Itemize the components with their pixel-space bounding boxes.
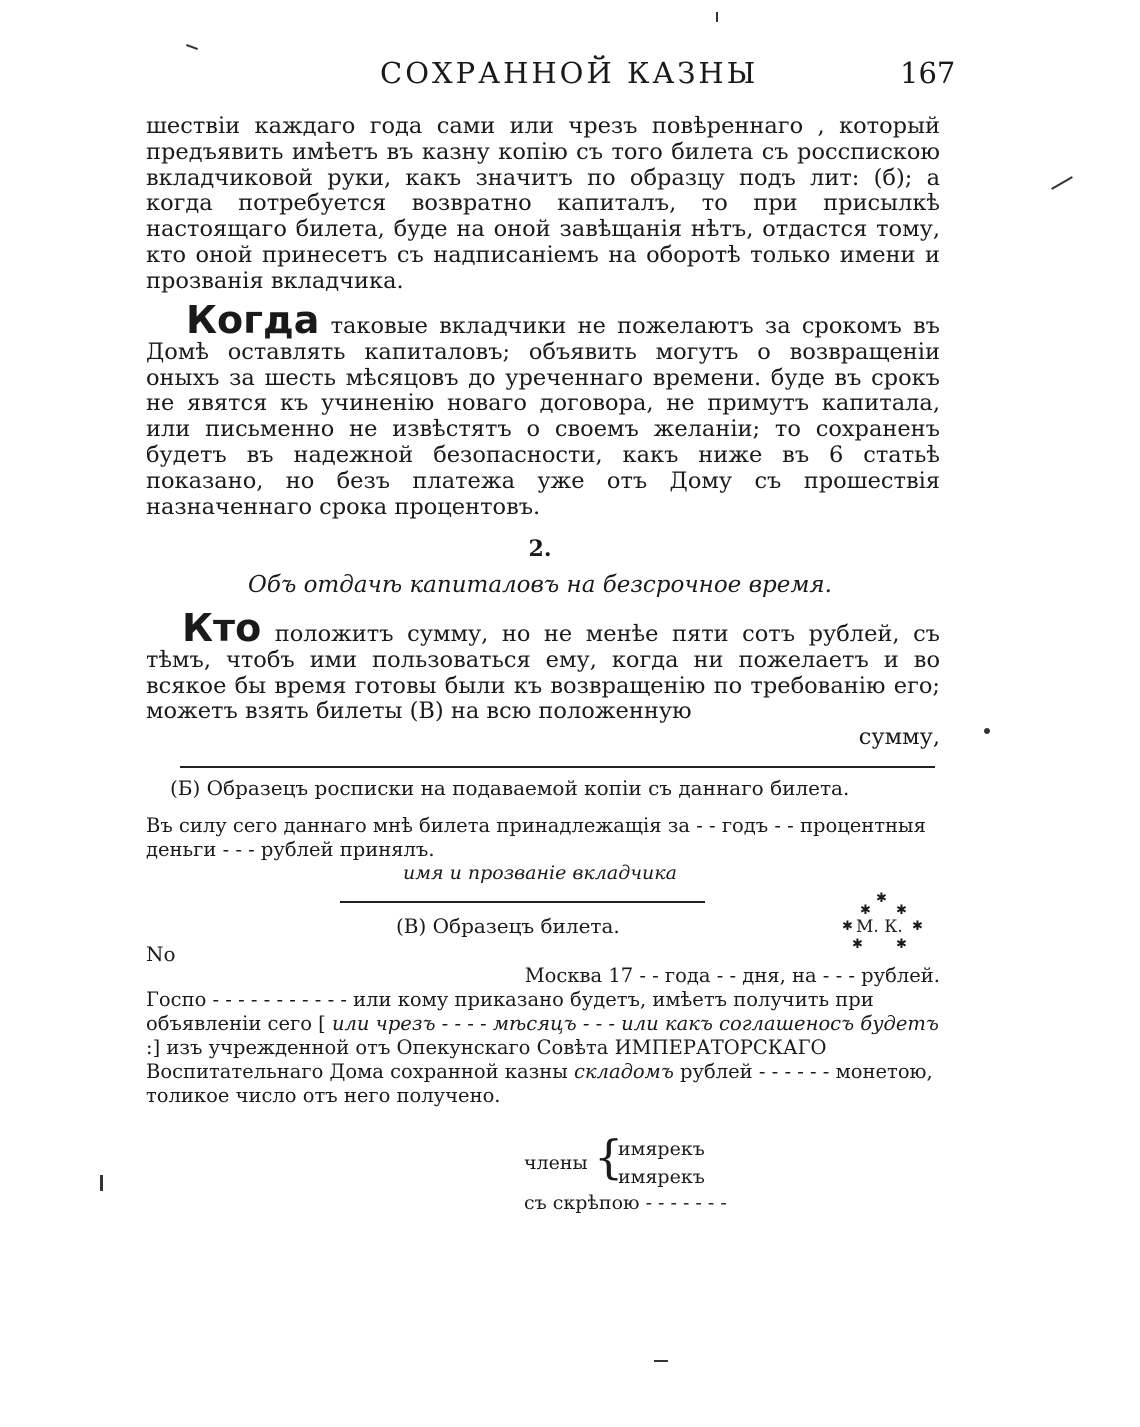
- footnote-b-title: (Б) Образецъ росписки на подаваемой копіи съ даннаго билета.: [170, 776, 850, 800]
- star-icon: ✱: [876, 891, 887, 906]
- paragraph-3-last-line: сумму,: [858, 724, 940, 751]
- paragraph-2: [146, 298, 940, 520]
- scan-mark: [186, 44, 198, 50]
- star-icon: ✱: [860, 903, 871, 918]
- ticket-date-line: Москва 17 - - года - - дня, на - - - рублей.: [524, 964, 940, 987]
- signer-name-1: имярекъ: [618, 1138, 705, 1160]
- paragraph-3: [146, 606, 940, 751]
- ticket-text-b: :] изъ учрежденной отъ Опекунскаго Совѣта ИМПЕРАТОРСКАГО Воспитательнаго Дома сохранной казны: [146, 1036, 827, 1083]
- star-icon: ✱: [896, 937, 907, 952]
- paragraph-2-text: таковые вкладчики не пожелаютъ за срокомъ въ Домѣ оставлять капиталовъ; объявить могутъ о возвращеніи оныхъ за шесть мѣсяцовъ до уреченнаго времени. буде въ срокъ не явятся къ учиненію новаго договора, не примутъ капитала, или письменно не извѣстятъ о своемъ желаніи; то сохраненъ будетъ въ надежной безопасности, какъ ниже въ 6 статьѣ показано, но безъ платежа уже отъ Дому съ прошествія назначеннаго срока процентовъ.: [146, 313, 940, 520]
- scan-mark: [984, 728, 990, 734]
- page-number: 167: [900, 56, 956, 90]
- footnote-divider: [180, 766, 935, 768]
- ticket-number-label: No: [146, 942, 176, 966]
- section-title: Объ отдачѣ капиталовъ на безсрочное время.: [248, 572, 832, 598]
- footnote-b-text: Въ силу сего даннаго мнѣ билета принадлежащія за - - годъ - - процентныя деньги - - - рублей принялъ.: [146, 814, 926, 861]
- star-icon: ✱: [896, 903, 907, 918]
- mk-seal-badge: [842, 892, 932, 956]
- paragraph-3-text: положитъ сумму, но не менѣе пяти сотъ рублей, съ тѣмъ, чтобъ ими пользоваться ему, когда ни пожелаетъ и во всякое бы время готовы были къ возвращенію по требованію его; можетъ взять билеты (В) на всю положенную: [146, 621, 940, 725]
- scan-mark: [100, 1175, 103, 1191]
- ticket-text-a: Госпо - - - - - - - - - - - или кому приказано будетъ, имѣетъ получить при объявленіи сего [: [146, 988, 874, 1035]
- star-icon: ✱: [912, 919, 923, 934]
- seal-line: съ скрѣпою - - - - - - -: [524, 1192, 727, 1214]
- running-title: СОХРАННОЙ КАЗНЫ: [380, 56, 759, 90]
- signer-name-2: имярекъ: [618, 1166, 705, 1188]
- paragraph-2-lead-word: Когда: [186, 298, 320, 342]
- scan-mark: [654, 1360, 668, 1362]
- star-icon: ✱: [842, 919, 853, 934]
- star-icon: ✱: [852, 937, 863, 952]
- brace-icon: {: [594, 1130, 624, 1184]
- mk-seal-text: М. К.: [856, 917, 903, 937]
- paragraph-3-lead-word: Кто: [182, 606, 262, 650]
- ticket-text: [146, 964, 940, 1108]
- ticket-text-italic: или чрезъ - - - - мѣсяцъ - - - или какъ соглашеносъ будетъ: [331, 1012, 939, 1035]
- section-number: 2.: [528, 536, 552, 562]
- page-header: [0, 52, 1140, 96]
- footnote-separator: [340, 901, 705, 903]
- signers-label: члены: [524, 1152, 588, 1174]
- scan-mark: [716, 12, 718, 22]
- footnote-v-title: (В) Образецъ билета.: [396, 914, 620, 938]
- ticket-text-italic-2: складомъ: [573, 1060, 674, 1083]
- scan-mark: [1051, 176, 1073, 190]
- footnote-b-signature: имя и прозваніе вкладчика: [403, 862, 677, 884]
- paragraph-1: шествіи каждаго года сами или чрезъ повѣреннаго , который предъявить имѣетъ въ казну копію съ того билета съ росспискою вкладчиковой руки, какъ значитъ по образцу подъ лит: (б); а когда потребуется возвратно капиталъ, то при присылкѣ настоящаго билета, буде на оной завѣщанія нѣтъ, отдастся тому, кто оной принесетъ съ надписаніемъ на оборотѣ только имени и прозванія вкладчика.: [146, 113, 940, 294]
- ticket-text-c: рублей - - - - - - монетою, толикое число отъ него получено.: [146, 1060, 933, 1107]
